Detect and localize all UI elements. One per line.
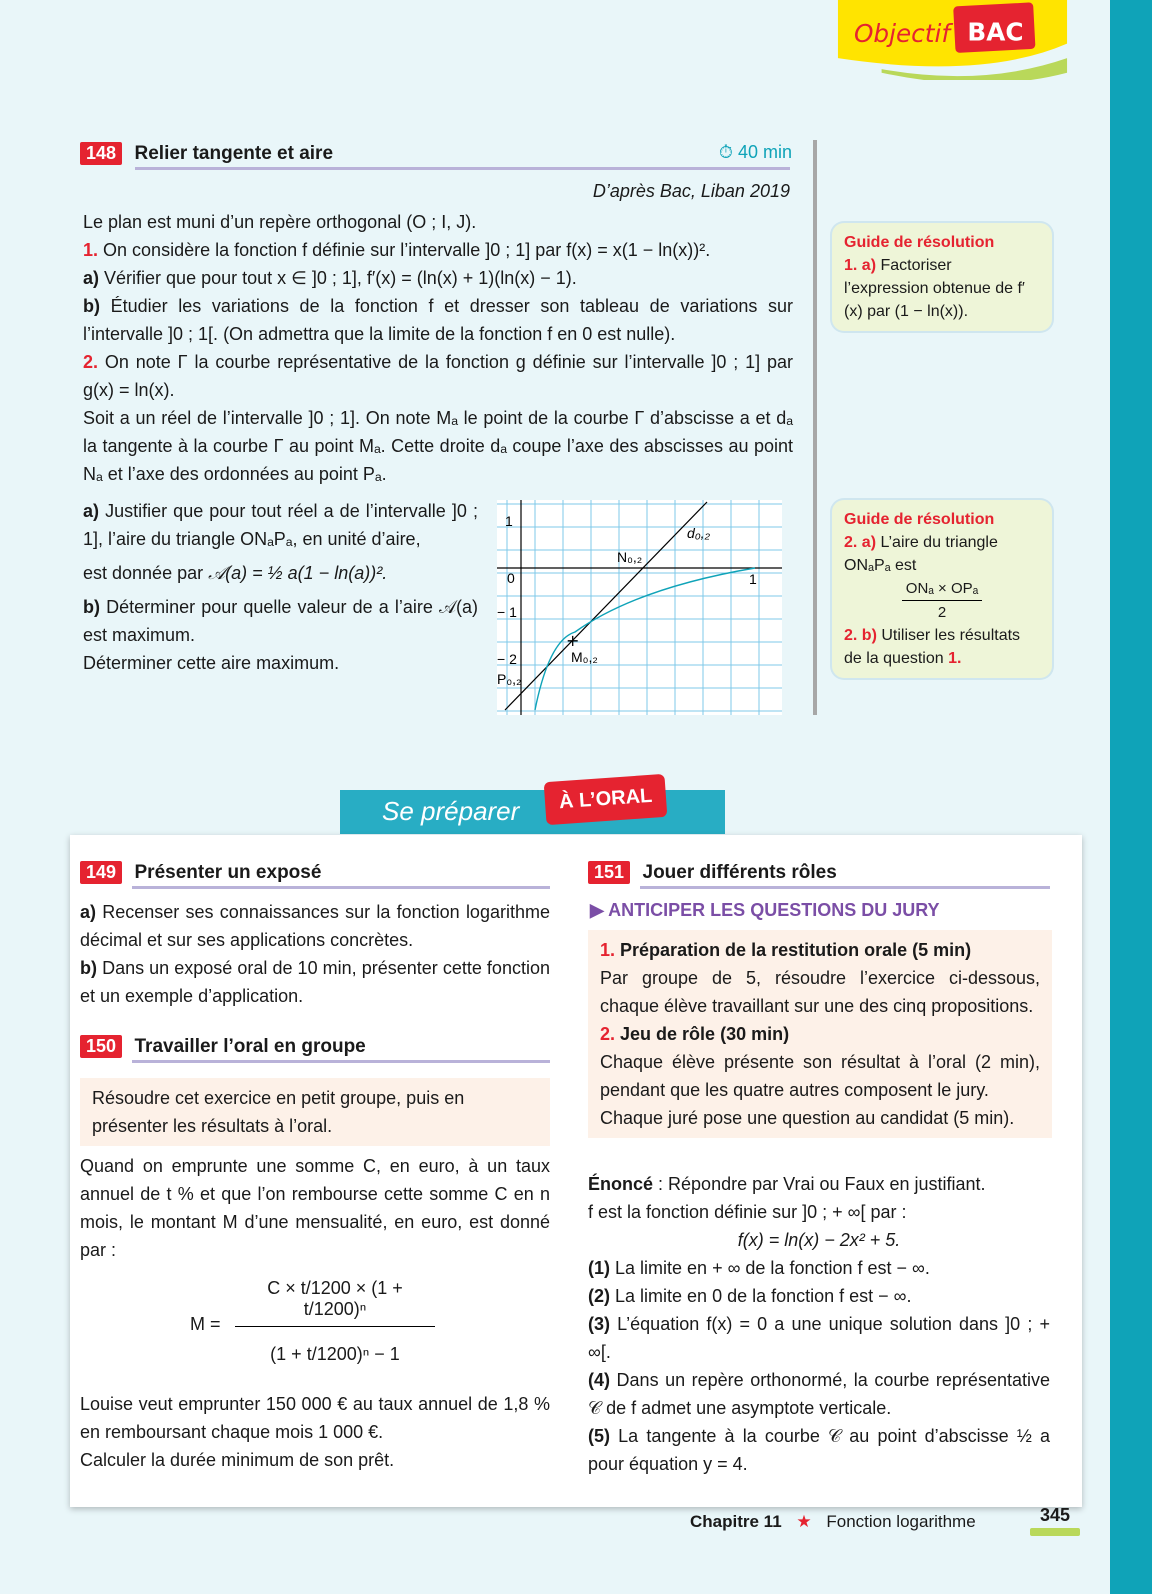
ex149-body bbox=[80, 898, 550, 1010]
title-underline bbox=[135, 167, 790, 170]
guide-title: Guide de résolution bbox=[844, 234, 995, 251]
step-2-text1: Chaque élève présente son résultat à l’oral (2 min), pendant que les quatre autres composent le jury. bbox=[600, 1052, 1040, 1100]
ex150-question bbox=[80, 1390, 550, 1474]
enonce-line: Énoncé : Répondre par Vrai ou Faux en justifiant. bbox=[588, 1174, 986, 1194]
title-underline bbox=[640, 886, 1050, 889]
ex150-text3: Calculer la durée minimum de son prêt. bbox=[80, 1450, 395, 1470]
label-p: P₀,₂ bbox=[497, 671, 522, 687]
se-preparer-text: Se préparer bbox=[382, 796, 520, 826]
page-number: 345 bbox=[1030, 1505, 1080, 1536]
ex-number: 150 bbox=[80, 1035, 122, 1058]
y-tick: 1 bbox=[505, 513, 513, 529]
point-m-marker: + bbox=[566, 631, 580, 650]
y-tick: − 2 bbox=[497, 651, 517, 667]
footer-chapter bbox=[690, 1512, 1020, 1532]
ex148-header bbox=[80, 142, 792, 165]
area-formula: 𝒜(a) = ½ a(1 − ln(a))². bbox=[208, 563, 388, 583]
y-tick: − 1 bbox=[497, 604, 517, 620]
q2a: a) Justifier que pour tout réel a de l’intervalle ]0 ; 1], l’aire du triangle ONₐPₐ, en unité d’aire, bbox=[83, 501, 478, 549]
objectif-bac-banner bbox=[795, 0, 1110, 80]
q2b-2: Déterminer cette aire maximum. bbox=[83, 653, 340, 673]
objectif-text: Objectif bbox=[853, 19, 951, 49]
ex148-body bbox=[83, 208, 793, 488]
proposition-item: (4) Dans un repère orthonormé, la courbe représentative 𝒞 de f admet une asymptote verticale. bbox=[588, 1370, 1050, 1418]
ex-number: 151 bbox=[588, 861, 630, 884]
column-divider bbox=[813, 140, 817, 715]
ex150-box: Résoudre cet exercice en petit groupe, puis en présenter les résultats à l’oral. bbox=[80, 1078, 550, 1146]
label-d: d₀,₂ bbox=[687, 525, 710, 541]
title-underline bbox=[132, 886, 550, 889]
formula-m: M = bbox=[190, 1314, 221, 1334]
ex151-box bbox=[588, 930, 1052, 1138]
q1: 1. On considère la fonction f définie sur l’intervalle ]0 ; 1] par f(x) = x(1 − ln(x))². bbox=[83, 240, 711, 260]
guide-text-b: 2. b) Utiliser les résultats de la question 1. bbox=[844, 627, 1021, 667]
ex149-b: b) Dans un exposé oral de 10 min, présenter cette fonction et un exemple d’application. bbox=[80, 958, 550, 1006]
formula-numerator: C × t/1200 × (1 + t/1200)ⁿ bbox=[235, 1278, 435, 1327]
step-2-text2: Chaque juré pose une question au candidat (5 min). bbox=[600, 1108, 1015, 1128]
q2b: b) Déterminer pour quelle valeur de a l’aire 𝒜(a) est maximum. bbox=[83, 597, 478, 645]
ex-number: 148 bbox=[80, 142, 122, 165]
title-underline bbox=[132, 1060, 550, 1063]
q2: 2. On note Γ la courbe représentative de la fonction g définie sur l’intervalle ]0 ; 1] par g(x) = ln(x). bbox=[83, 352, 793, 400]
step-2-title: 2. Jeu de rôle (30 min) bbox=[600, 1024, 790, 1044]
guide-text: 1. a) Factoriser l’expression obtenue de f′(x) par (1 − ln(x)). bbox=[844, 257, 1025, 320]
source: D’après Bac, Liban 2019 bbox=[592, 181, 790, 201]
function-def: f est la fonction définie sur ]0 ; + ∞[ par : bbox=[588, 1202, 907, 1222]
label-m: M₀,₂ bbox=[571, 649, 598, 665]
page-number-underline bbox=[1030, 1528, 1080, 1536]
chapter-label: Chapitre 11 bbox=[690, 1512, 782, 1531]
timer-value: 40 min bbox=[737, 142, 792, 162]
ex150-text: Quand on emprunte une somme C, en euro, à un taux annuel de t % et que l’on rembourse cette somme C en n mois, le montant M d’une mensualité, en euro, est donné par : bbox=[80, 1156, 550, 1260]
intro: Le plan est muni d’un repère orthogonal (O ; I, J). bbox=[83, 212, 477, 232]
guide-2 bbox=[832, 500, 1052, 678]
ex149-header bbox=[80, 861, 550, 884]
ex148-q2ab bbox=[83, 497, 478, 677]
ex-title: Relier tangente et aire bbox=[134, 143, 334, 164]
ex149-a: a) Recenser ses connaissances sur la fonction logarithme décimal et sur ses applications concrètes. bbox=[80, 902, 550, 950]
jury-subheading: ▶ ANTICIPER LES QUESTIONS DU JURY bbox=[590, 900, 940, 920]
star-icon: ★ bbox=[796, 1512, 812, 1531]
proposition-item: (3) L’équation f(x) = 0 a une unique solution dans ]0 ; + ∞[. bbox=[588, 1314, 1050, 1362]
x-tick: 1 bbox=[749, 571, 757, 587]
step-1-title: 1. Préparation de la restitution orale (5 min) bbox=[600, 940, 972, 960]
proposition-item: (1) La limite en + ∞ de la fonction f est − ∞. bbox=[588, 1258, 930, 1278]
chapter-topic: Fonction logarithme bbox=[826, 1512, 976, 1531]
stopwatch-icon: ⏱ bbox=[718, 142, 733, 162]
timer bbox=[719, 142, 792, 163]
q2a-formula-line: est donnée par 𝒜(a) = ½ a(1 − ln(a))². bbox=[83, 563, 388, 583]
function-formula: f(x) = ln(x) − 2x² + 5. bbox=[737, 1230, 901, 1250]
q1a: a) Vérifier que pour tout x ∈ ]0 ; 1], f′(x) = (ln(x) + 1)(ln(x) − 1). bbox=[83, 268, 577, 288]
ex150-header bbox=[80, 1035, 550, 1058]
proposition-item: (5) La tangente à la courbe 𝒞 au point d’abscisse ½ a pour équation y = 4. bbox=[588, 1426, 1050, 1474]
ex151-header bbox=[588, 861, 1050, 884]
ex150-text2: Louise veut emprunter 150 000 € au taux annuel de 1,8 % en remboursant chaque mois 1 000 €. bbox=[80, 1394, 550, 1442]
formula-denominator: (1 + t/1200)ⁿ − 1 bbox=[270, 1344, 400, 1364]
oral-tag: À L’ORAL bbox=[544, 774, 668, 825]
q2-cont: Soit a un réel de l’intervalle ]0 ; 1]. On note Mₐ le point de la courbe Γ d’abscisse a et dₐ la tangente à la courbe Γ au point Mₐ. Cette droite dₐ coupe l’axe des abscisses au point Nₐ et l’axe des ordonnées au point Pₐ. bbox=[83, 408, 793, 484]
ex-title: Jouer différents rôles bbox=[642, 862, 837, 883]
ex-title: Travailler l’oral en groupe bbox=[134, 1036, 366, 1057]
label-n: N₀,₂ bbox=[617, 549, 643, 565]
guide-title: Guide de résolution bbox=[844, 511, 995, 528]
y-tick: 0 bbox=[507, 570, 515, 586]
q1b: b) Étudier les variations de la fonction f et dresser son tableau de variations sur l’intervalle ]0 ; 1[. (On admettra que la limite de la fonction f en 0 est nulle). bbox=[83, 296, 793, 344]
guide-1 bbox=[832, 223, 1052, 331]
ex151-enonce bbox=[588, 1170, 1050, 1478]
ex-title: Présenter un exposé bbox=[134, 862, 322, 883]
oral-banner bbox=[340, 784, 725, 834]
area-fraction: ONₐ × OPₐ 2 bbox=[844, 577, 1040, 624]
bac-text: BAC bbox=[967, 17, 1024, 47]
tangent-graph bbox=[497, 500, 782, 715]
guide-text-a: 2. a) L’aire du triangle ONₐPₐ est bbox=[844, 534, 998, 574]
ex-number: 149 bbox=[80, 861, 122, 884]
side-band bbox=[1110, 0, 1152, 1594]
step-1-text: Par groupe de 5, résoudre l’exercice ci-dessous, chaque élève travaillant sur une des cinq propositions. bbox=[600, 968, 1040, 1016]
proposition-item: (2) La limite en 0 de la fonction f est − ∞. bbox=[588, 1286, 912, 1306]
